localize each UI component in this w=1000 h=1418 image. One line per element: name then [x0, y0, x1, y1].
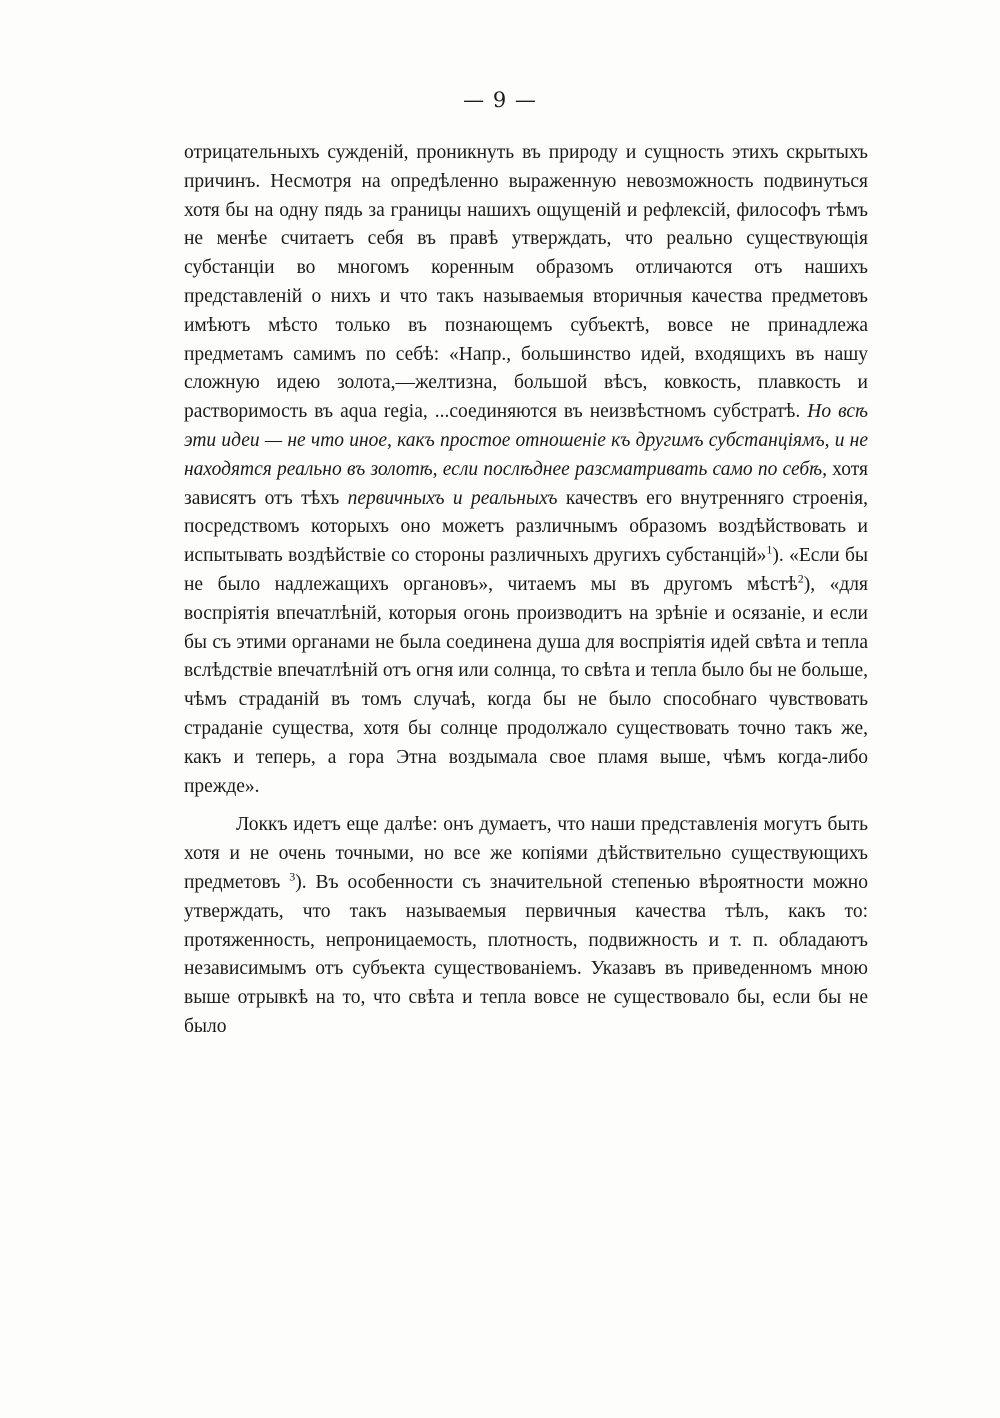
paragraph-1-lead: отрицательныхъ сужденій, проникнуть въ природу и сущность этихъ скрытыхъ причинъ. Несмотря на опредѣленно выраженную невозможность подвинуться хотя бы на одну пядь за границы нашихъ ощущеній и рефлексій, философъ тѣмъ не менѣе считаетъ себя въ правѣ утверждать, что реально существующія субстанціи во многомъ коренным образомъ отличаются отъ нашихъ представленій о нихъ и что такъ называемыя вторичныя качества предметовъ имѣютъ мѣсто только въ познающемъ субъектѣ, вовсе не принадлежа предметамъ самимъ по себѣ: «Напр., большинство идей, входящихъ въ нашу сложную идею золота,—желтизна, большой вѣсъ, ковкость, плавкость и растворимость въ aqua regia, ...соединяются въ неизвѣстномъ субстратѣ. — [184, 142, 868, 423]
footnote-ref-2: 2 — [797, 571, 804, 586]
paragraph-1 — [184, 139, 868, 801]
paragraph-1-mid-c: ). «Если бы не было надлежащихъ органовъ», читаемъ мы въ другомъ мѣстѣ — [184, 545, 868, 595]
paragraph-2 — [184, 811, 868, 1041]
paragraph-1-tail: ), «для воспріятія впечатлѣній, которыя огонь производитъ на зрѣніе и осязаніе, и если бы съ этими органами не была соединена душа для воспріятія идей свѣта и тепла вслѣдствіе впечатлѣній отъ огня или солнца, то свѣта и тепла было бы не больше, чѣмъ страданій въ томъ случаѣ, когда бы не было способнаго чувствовать страданіе существа, хотя бы солнце продолжало существовать точно такъ же, какъ и теперь, а гора Этна воздымала свое пламя выше, чѣмъ когда-либо прежде». — [184, 573, 868, 797]
paragraph-2-lead: Локкъ идетъ еще далѣе: онъ думаетъ, что наши представленія могутъ быть хотя и не очень точными, но все же копіями дѣйствительно существующихъ предметовъ — [184, 814, 868, 893]
body-text — [184, 139, 868, 1042]
footnote-ref-3: 3 — [289, 869, 296, 884]
page-number: — 9 — — [463, 88, 537, 112]
paragraph-1-mid-b: качествъ его внутренняго строенія, посредствомъ которыхъ оно можетъ различнымъ образомъ воздѣйствовать и испытывать воздѣйствіе со стороны различныхъ другихъ субстанцій» — [184, 487, 869, 567]
paragraph-2-tail: ). Въ особенности съ значительной степенью вѣроятности можно утверждать, что такъ называемыя первичныя качества тѣлъ, какъ то: протяженность, непроницаемость, плотность, подвижность и т. п. обладаютъ независимымъ отъ субъекта существованіемъ. Указавъ въ приведенномъ мною выше отрывкѣ на то, что свѣта и тепла вовсе не существовало бы, если бы не было — [184, 871, 868, 1037]
italic-quote-b: первичныхъ и реальныхъ — [347, 487, 558, 509]
italic-quote-a: Но всѣ эти идеи — не что иное, какъ простое отношеніе къ другимъ субстанціямъ, и не находятся реально въ золотѣ, если послѣднее разсматривать само по себѣ, — [184, 401, 868, 480]
paragraph-1-mid-a: хотя зависятъ отъ тѣхъ — [184, 458, 868, 509]
footnote-ref-1: 1 — [766, 542, 773, 557]
